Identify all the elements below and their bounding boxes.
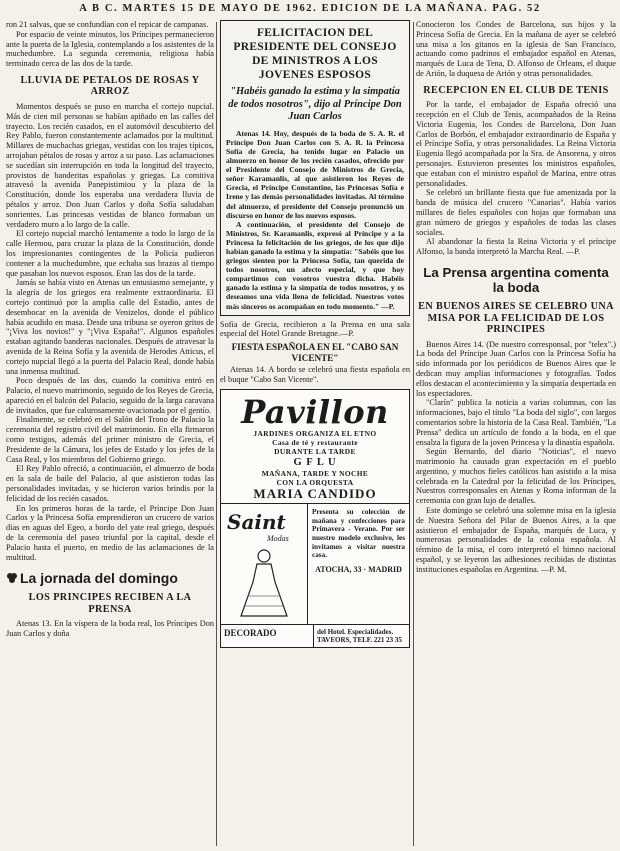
- ad-shop-copy: [308, 504, 409, 624]
- ad-line: Casa de té y restaurante: [272, 437, 358, 447]
- boxed-article: [220, 20, 410, 316]
- column-middle: [220, 20, 410, 848]
- article-headline: FELICITACION DEL PRESIDENTE DEL CONSEJO DE MINISTROS A LOS JOVENES ESPOSOS: [233, 27, 397, 81]
- ad-feature: MARIA CANDIDO: [253, 485, 377, 501]
- advertisement: [220, 389, 410, 648]
- section-subheading: LOS PRINCIPES RECIBEN A LA PRENSA: [28, 592, 192, 615]
- column-right: [416, 20, 616, 848]
- paragraph: Por la tarde, el embajador de España ofreció una recepción en el Club de Tenis, acompañados de la Reina Victoria Eugenia, los Condes de Barcelona, Don Juan Carlos de Borbón, el embajador extraordinario de España y el Príncipe Sofía, y otras personalidades. La Reina Victoria Eugenia llegó acompañada por la Sra. de Ansorena, y otros personajes. Estuvieron presentes los ministros españoles, que estaban con el ministro español de Marina, entre otras personalidades.: [416, 100, 616, 188]
- article-quote: "Habéis ganado la estima y la simpatía de todos nosotros", dijo al Príncipe Don Juan Carlos: [228, 86, 402, 123]
- ad-line: CON LA ORQUESTA: [276, 477, 354, 487]
- shop-sub: Modas: [267, 533, 289, 543]
- ad-footer-right: del Hotel. Especialidades. TAVEORS, TELF. 221 23 35: [317, 627, 402, 644]
- paragraph: Momentos después se puso en marcha el cortejo nupcial. Más de cien mil personas se habían apiñado en las calles del trayecto. Los recién casados, en el automóvil descubierto del Rey Pablo, fueron constantemente aclamados por la multitud. Millares de muchachas griegas, vestidas con los trajes típicos, arrojaban pétalos de rosas y arroz a su paso. Las aclamaciones se sucedían sin interrupción en toda la longitud del trayecto, provistos de banderitas españolas y griegas. La comitiva atravesó la avenida Panepistimiou y la plaza de la Constitución, donde los esperaba una verdadera lluvia de pétalos y arroz. Don Juan Carlos y doña Sofía saludaban sonrientes. Las princesas vestidas de blanco formaban un verdadero muro a lo largo de la calle.: [6, 101, 214, 229]
- paragraph: El Rey Pablo ofreció, a continuación, el almuerzo de boda en la sala de baile del Palacio, al que asistieron todas las personalidades invitadas, y se hicieron varios brindis por la felicidad de los recién casados.: [6, 464, 214, 503]
- section-heading: LLUVIA DE PETALOS DE ROSAS Y ARROZ: [20, 74, 200, 98]
- paragraph: Atenas 14. Hoy, después de la boda de S. A. R. el Príncipe Don Juan Carlos con S. A. R. la Princesa Sofía de Grecia, ha tenido lugar en Palacio un almuerzo en honor de los recién casados, ofrecido por el Presidente del Consejo de Ministros de Grecia, señor Karamanlis, al que asistieron los Reyes de Grecia, el Príncipe Constantino, las Princesas Sofía e Irene y las demás personalidades invitadas. Al término del almuerzo, el presidente del Consejo pronunció un discurso en honor de los nuevos esposos.: [226, 128, 404, 220]
- ad-footer-left: DECORADO: [221, 625, 314, 647]
- paragraph: ron 21 salvas, que se confundían con el repicar de campanas.: [6, 20, 209, 29]
- column-rule: [413, 22, 414, 846]
- clover-icon: [6, 572, 18, 584]
- ad-footer: [221, 624, 409, 647]
- dress-illustration-icon: [235, 548, 293, 618]
- ad-text: Presenta su colección de mañana y confecciones para Primavera - Verano. Por ser nuestro modelo exclusivo, les invitamos a visitar nuestra casa.: [312, 507, 405, 560]
- column-left: [6, 20, 214, 848]
- section-heading: RECEPCION EN EL CLUB DE TENIS: [423, 84, 609, 96]
- ad-line: JARDINES ORGANIZA EL ETNO: [253, 428, 377, 438]
- paragraph: Según Bernardo, del diario "Noticias", el nuevo matrimonio ha causado gran expectación en el pueblo argentino, y muchos fieles católicos han asistido a la misa celebrada en la Catedral por la felicidad de los Príncipes, Nuestros corresponsales en Atenas y Roma informan de la ceremonia con gran lujo de detalles.: [416, 447, 616, 506]
- paragraph: Al abandonar la fiesta la Reina Victoria y el príncipe Alfonso, la banda interpretó la Marcha Real. —P.: [416, 237, 616, 257]
- ad-line: G F L U: [293, 456, 337, 468]
- ad-shop: [221, 503, 409, 624]
- paragraph: Atenas 13. En la víspera de la boda real, los Príncipes Don Juan Carlos y doña: [6, 619, 214, 639]
- page-masthead: A B C. MARTES 15 DE MAYO DE 1962. EDICION DE LA MAÑANA. PAG. 52: [79, 3, 541, 14]
- paragraph: El cortejo nupcial marchó lentamente a todo lo largo de la calle Hermou, para cruzar la plaza de la Constitución, donde los impresionantes contingentes de la Policía pudieron contener a la muchedumbre, que echaba sus brazos al tiempo que pasaban los nuevos esposos. Eran las dos de la tarde.: [6, 229, 214, 278]
- ad-pavillon: [221, 390, 409, 503]
- paragraph: Se celebró un brillante fiesta que fue amenizada por la banda de música del crucero "Canarias". Había varios millares de fieles españoles con hojas que formaban una gran número de griegos y españoles de todas las clases sociales.: [416, 188, 616, 237]
- paragraph: "Clarín" publica la noticia a varias columnas, con las informaciones, bajo el título "La boda del siglo", con largos comentarios sobre la historia de la Casa Real. También, "La Prensa" dedica un artículo de fondo a la boda, en el que ensalza la figura de la joven Princesa y la dinastía española.: [416, 398, 616, 447]
- paragraph: Conocieron los Condes de Barcelona, sus hijos y la Princesa Sofía de Grecia. En la mañana de ayer se celebró una misa a los gitanos en la iglesia de San Francisco, actuando como padrinos el embajador español en Atenas, marqués de Luca de Tena, D. Alfonso de Orleans, el duque de Arión, la duquesa de Arión y otras personalidades.: [416, 20, 616, 78]
- paragraph: Buenos Aires 14. (De nuestro corresponsal, por "telex".) La boda del Príncipe Juan Carlos con la Princesa Sofía ha sido informada por los periódicos de Buenos Aires que le dedican muy amplias informaciones y fotografías. Todos ellos destacan el acontecimiento y la simpatía despertada en los espectadores.: [416, 339, 616, 398]
- paragraph: Finalmente, se celebró en el Salón del Trono de Palacio la ceremonia del registro civil del matrimonio. En ella firmaron como testigos, además del primer ministro de Grecia, el Presidente de la Cámara, los jefes de Estado y los jefes de la Casa Real, y los miembros del Gobierno griego.: [6, 415, 214, 464]
- paragraph: Sofía de Grecia, recibieron a la Prensa en una sala especial del Hotel Grande Bretagne.—P.: [220, 319, 410, 339]
- ad-line: DURANTE LA TARDE: [274, 446, 356, 456]
- headline-text: La jornada del domingo: [20, 570, 178, 587]
- column-rule: [216, 22, 217, 846]
- paragraph: Poco después de las dos, cuando la comitiva entró en Palacio, el nuevo matrimonio, seguido de los Reyes de Grecia, apareció en el balcón del Palacio, seguido de la larga caravana de invitados, que fue calurosamente ovacionada por el gentío.: [6, 376, 214, 415]
- section-heading: FIESTA ESPAÑOLA EN EL "CABO SAN VICENTE": [231, 342, 399, 363]
- paragraph: Jamás se había visto en Atenas un entusiasmo semejante, y la alegría de los griegos era realmente extraordinaria. El cortejo continuó por la amplia calle del Estadio, antes de desembocar en la avenida de Venizelos, donde el público había acudido en masa. Desde una tribuna se oyeron gritos de "¡Viva los novios!" y "¡Viva España!". Algunos españoles estaban agitando banderas nacionales. Después de atravesar la avenida de la Reina Sofía y la avenida de Herodes Atticus, el cortejo nupcial llegó a la puerta del Palacio Real, donde había una inmensa multitud.: [6, 278, 214, 376]
- paragraph: Por espacio de veinte minutos, los Príncipes permanecieron ante la puerta de la Iglesia, contemplando a los asistentes de la muchedumbre. La segunda ceremonia, religiosa había terminado cerca de las dos de la tarde.: [6, 29, 214, 69]
- article-headline: [6, 570, 214, 586]
- paragraph: Este domingo se celebró una solemne misa en la iglesia de Nuestra Señora del Pilar de Buenos Aires, a la que asistieron el embajador de España, marqués de Luca, y numerosas personalidades de la colonia española. Al término de la misa, el coro interpretó el himno nacional español, y se leyeron las adhesiones recibidas de distintas instituciones españolas en Argentina. —P. M.: [416, 506, 616, 574]
- paragraph: Atenas 14. A bordo se celebró una fiesta española en el buque "Cabo San Vicente".: [220, 365, 410, 385]
- ad-address: ATOCHA, 33 · MADRID: [315, 565, 402, 575]
- ad-brand-logo: Pavillon: [241, 392, 389, 431]
- ad-line: MAÑANA, TARDE Y NOCHE: [261, 468, 369, 478]
- ad-shop-logo: [221, 504, 308, 624]
- shop-brand: Saint: [227, 509, 286, 534]
- paragraph: A continuación, el presidente del Consejo de Ministros, Sr. Karamanlis, expresó al Príncipe y a la Princesa la felicitación de los griegos, de los que dijo habían ganado la estima y la simpatía: "Sabéis que los griegos sienten por la Princesa Sofía, tan querida de todos nosotros, un afecto especial, y que hoy compartimos con vosotros vuestra dicha. Habéis ganado la estima y la simpatía de todos nosotros, y os deseamos una vida llena de felicidad. Nuestros votos más sinceros os acompañan en todo momento." —P.: [226, 219, 404, 311]
- paragraph: En los primeros horas de la tarde, el Príncipe Don Juan Carlos y la Princesa Sofía emprendieron un crucero de varios días en aguas del Egeo, a bordo del yate real griego, después de la ceremonia del paseo triunfal por la capital, desde el Palacio hasta el puerto, en medio de las aclamaciones de la multitud.: [6, 503, 214, 562]
- section-subheading: EN BUENOS AIRES SE CELEBRO UNA MISA POR LA FELICIDAD DE LOS PRINCIPES: [418, 301, 614, 336]
- article-headline: La Prensa argentina comenta la boda: [423, 265, 609, 296]
